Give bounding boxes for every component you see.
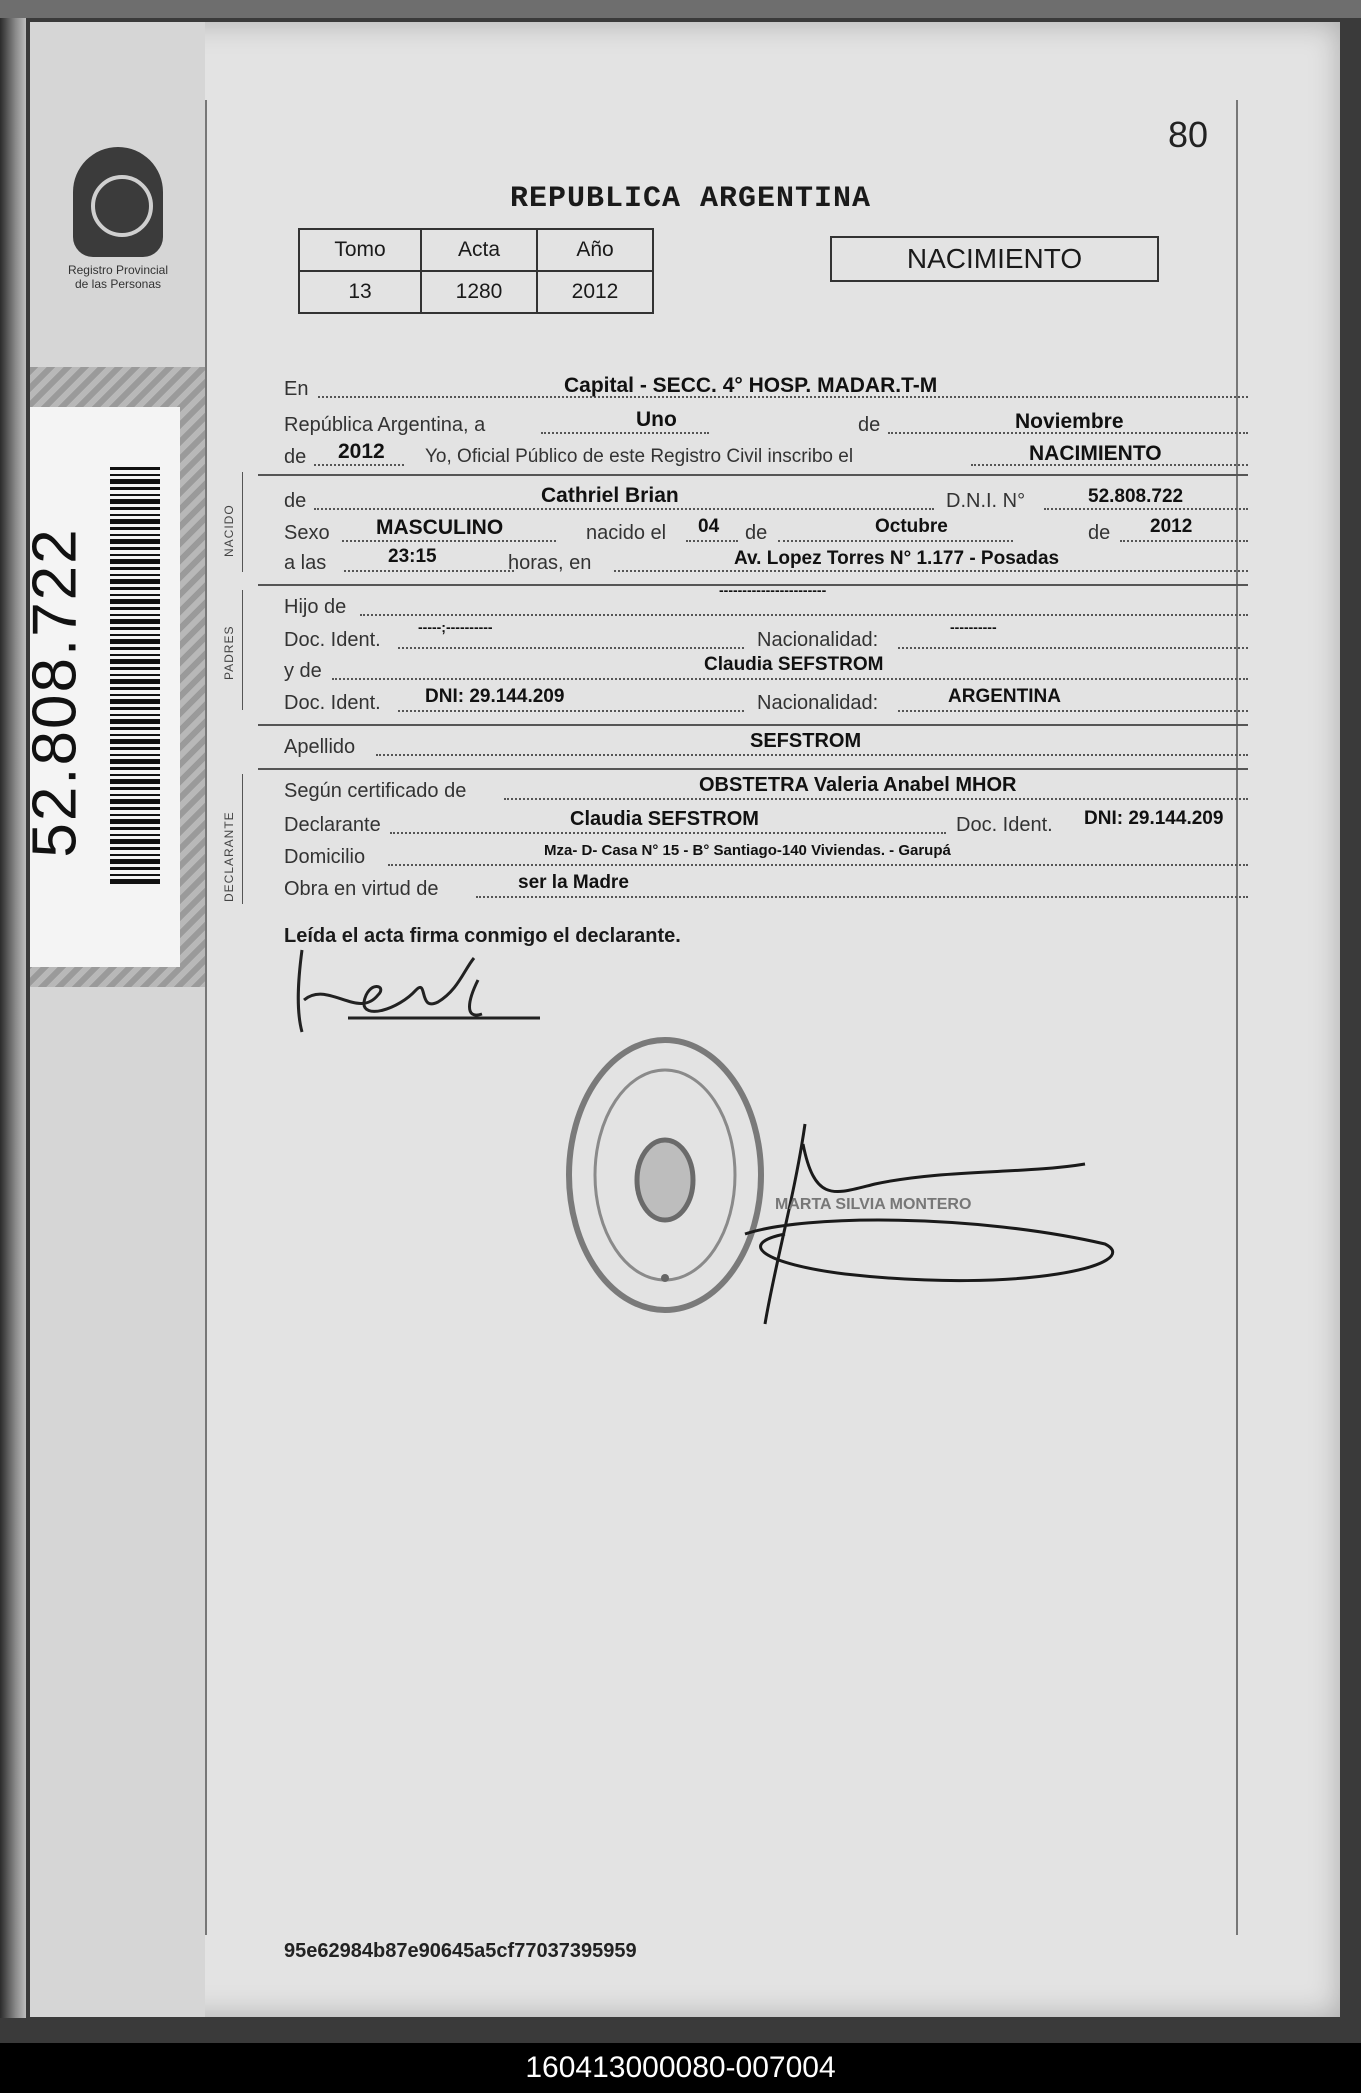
registry-logo: [48, 147, 188, 291]
label-nacido-de2: de: [1088, 522, 1111, 544]
footer-id: 160413000080-007004: [525, 2051, 836, 2084]
row-domicilio: [258, 840, 1248, 870]
value-doc1: -----;----------: [418, 619, 493, 635]
section-divider-nacido: [242, 472, 243, 572]
official-signature: [725, 1114, 1125, 1334]
logo-caption-1: Registro Provincial: [67, 263, 169, 277]
value-hora: 23:15: [388, 546, 437, 567]
value-inscribo: NACIMIENTO: [1029, 442, 1162, 465]
header-anio: Año: [537, 229, 653, 271]
value-nacido-anio: 2012: [1150, 516, 1193, 537]
svg-text:MARTA SILVIA MONTERO: MARTA SILVIA MONTERO: [775, 1196, 972, 1213]
row-madre: [258, 654, 1248, 684]
row-declarante: [258, 808, 1248, 838]
value-dia: Uno: [636, 408, 677, 431]
label-apellido: Apellido: [284, 736, 356, 758]
divider: [258, 724, 1248, 726]
row-certificado: [258, 774, 1248, 804]
value-anio-acta: 2012: [338, 440, 385, 463]
row-doc-madre: [258, 686, 1248, 716]
value-nacido-mes: Octubre: [875, 516, 948, 537]
label-declarante: Declarante: [284, 814, 381, 836]
barcode-label: [20, 407, 180, 967]
section-label-nacido: NACIDO: [222, 504, 236, 557]
page-number: 80: [1168, 114, 1209, 155]
label-obra: Obra en virtud de: [284, 878, 439, 900]
value-anio: 2012: [537, 271, 653, 313]
left-margin: [30, 22, 205, 2017]
value-acta: 1280: [421, 271, 537, 313]
declarant-signature: [268, 940, 548, 1040]
label-de-mes: de: [858, 414, 881, 436]
closing-statement: Leída el acta firma conmigo el declarante.: [284, 925, 681, 947]
label-certificado: Según certificado de: [284, 780, 467, 802]
row-inscribo: [258, 440, 1248, 470]
row-republica: [258, 408, 1248, 438]
value-docd: DNI: 29.144.209: [1084, 808, 1224, 829]
row-en: [258, 374, 1248, 404]
coat-of-arms-icon: [73, 147, 163, 257]
divider: [258, 474, 1248, 476]
label-hijo: Hijo de: [284, 596, 347, 618]
label-sexo: Sexo: [284, 522, 330, 544]
value-nombre: Cathriel Brian: [541, 484, 679, 507]
value-nac1: ----------: [950, 619, 997, 635]
row-hijo: [258, 582, 1248, 620]
label-de-nombre: de: [284, 490, 307, 512]
section-label-padres: PADRES: [222, 625, 236, 680]
section-divider-padres: [242, 590, 243, 710]
act-type-box: NACIMIENTO: [830, 236, 1159, 282]
book-spine: [0, 18, 26, 2018]
label-yde: y de: [284, 660, 322, 682]
value-certificado: OBSTETRA Valeria Anabel MHOR: [699, 774, 1017, 796]
value-declarante: Claudia SEFSTROM: [570, 808, 759, 830]
logo-caption-2: de las Personas: [74, 277, 162, 291]
document-page: [20, 22, 1340, 2017]
header-tomo: Tomo: [299, 229, 421, 271]
left-rule: [205, 100, 207, 1935]
label-republica: República Argentina, a: [284, 414, 486, 436]
label-horas-en: horas, en: [508, 552, 592, 574]
label-nac1: Nacionalidad:: [757, 629, 879, 651]
label-de-anio: de: [284, 446, 307, 468]
row-nombre: [258, 484, 1248, 514]
value-tomo: 13: [299, 271, 421, 313]
value-hijo: -----------------------: [719, 582, 827, 598]
value-madre: Claudia SEFSTROM: [704, 654, 884, 675]
value-en: Capital - SECC. 4° HOSP. MADAR.T-M: [564, 374, 938, 397]
row-hora: [258, 546, 1248, 576]
label-nac2: Nacionalidad:: [757, 692, 879, 714]
label-doc1: Doc. Ident.: [284, 629, 381, 651]
label-doc2: Doc. Ident.: [284, 692, 381, 714]
value-doc2: DNI: 29.144.209: [425, 686, 565, 707]
section-divider-declarante: [242, 774, 243, 904]
row-obra: [258, 872, 1248, 902]
label-inscribo: Yo, Oficial Público de este Registro Civil inscribo el: [425, 446, 854, 467]
barcode-icon: [110, 467, 160, 887]
label-nacido-el: nacido el: [586, 522, 667, 544]
row-sexo: [258, 516, 1248, 546]
value-nacido-dia: 04: [698, 516, 720, 537]
top-edge: [0, 0, 1361, 18]
label-domicilio: Domicilio: [284, 846, 366, 868]
value-mes: Noviembre: [1015, 410, 1124, 433]
label-docd: Doc. Ident.: [956, 814, 1053, 836]
section-label-declarante: DECLARANTE: [222, 811, 236, 902]
value-nac2: ARGENTINA: [948, 686, 1061, 707]
label-alas: a las: [284, 552, 327, 574]
value-lugar: Av. Lopez Torres N° 1.177 - Posadas: [734, 548, 1060, 569]
label-dni: D.N.I. N°: [946, 490, 1026, 512]
value-obra: ser la Madre: [518, 872, 629, 893]
record-table: [298, 228, 654, 314]
label-nacido-de: de: [745, 522, 768, 544]
value-domicilio: Mza- D- Casa N° 15 - B° Santiago-140 Viviendas. - Garupá: [544, 842, 951, 859]
row-doc-padre: [258, 619, 1248, 653]
header-acta: Acta: [421, 229, 537, 271]
value-sexo: MASCULINO: [376, 516, 504, 539]
barcode-number: 52.808.722: [20, 527, 90, 858]
value-apellido: SEFSTROM: [750, 730, 862, 752]
divider: [258, 768, 1248, 770]
page-title: REPUBLICA ARGENTINA: [510, 182, 872, 216]
document-hash: 95e62984b87e90645a5cf77037395959: [284, 1940, 637, 1962]
value-dni: 52.808.722: [1088, 486, 1184, 507]
dotted-line: [541, 410, 709, 434]
row-apellido: [258, 728, 1248, 758]
label-en: En: [284, 378, 309, 400]
